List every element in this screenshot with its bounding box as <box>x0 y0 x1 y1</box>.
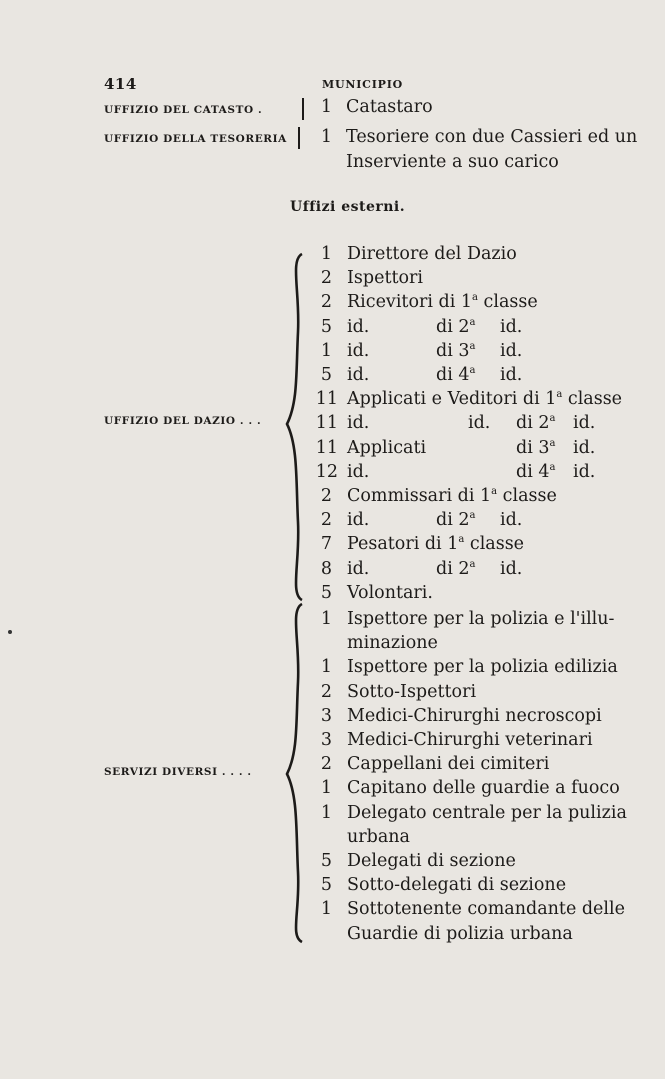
entry-text: Sotto-delegati di sezione <box>347 875 567 896</box>
superscript: a <box>458 534 465 546</box>
entry-text: Ispettore per la polizia e l'illu- <box>347 609 615 629</box>
entry-text: Direttore del Dazio <box>347 244 517 264</box>
entry-id: id. <box>573 461 596 482</box>
entry-text: Catastaro <box>346 97 433 117</box>
entry-text: Sotto-Ispettori <box>347 681 477 702</box>
superscript: a <box>556 389 563 401</box>
entry-text: id. <box>347 558 370 579</box>
entry-class: di 2$^a$ <box>516 413 556 434</box>
curly-brace <box>282 602 306 944</box>
entry-number: 5 <box>320 582 332 603</box>
entry-text: Ispettore per la polizia edilizia <box>347 657 618 678</box>
entry-class: di 2$^a$ <box>436 316 476 337</box>
entry-class: di 2$^a$ <box>436 510 476 531</box>
entry-text: Medici-Chirurghi necroscopi <box>347 705 602 726</box>
entry-number: 1 <box>320 244 332 264</box>
entry-number: 8 <box>320 558 332 579</box>
entry-id: id. <box>500 340 523 361</box>
superscript: a <box>469 340 476 352</box>
entry-number: 5 <box>320 875 332 896</box>
running-title: MUNICIPIO <box>322 78 404 91</box>
entry-text: id. <box>347 365 370 385</box>
separator-bar <box>298 127 300 149</box>
entry-class: di 2$^a$ <box>436 558 476 579</box>
label-catasto: UFFIZIO DEL CATASTO . <box>104 104 263 116</box>
entry-number: 3 <box>320 730 332 750</box>
entry-number: 11 <box>315 437 338 458</box>
entry-text: Pesatori di 1$^a$ classe <box>347 534 525 555</box>
entry-text: Capitano delle guardie a fuoco <box>347 778 620 799</box>
entry-class: di 4$^a$ <box>436 365 476 385</box>
separator-bar <box>302 98 304 120</box>
superscript: a <box>549 437 556 449</box>
entry-number: 1 <box>320 899 332 920</box>
superscript: a <box>549 461 556 473</box>
label-tesoreria: UFFIZIO DELLA TESORERIA <box>104 133 287 145</box>
page-number: 414 <box>104 75 137 93</box>
entry-number: 2 <box>320 681 332 702</box>
entry-class: di 3$^a$ <box>436 340 476 361</box>
entry-text: id. <box>347 461 370 482</box>
entry-text: Sottotenente comandante delle <box>347 899 625 920</box>
entry-text: Inserviente a suo carico <box>346 152 559 172</box>
superscript: a <box>472 292 478 304</box>
superscript: a <box>469 316 476 328</box>
entry-number: 11 <box>315 389 338 410</box>
entry-number: 1 <box>320 609 332 629</box>
superscript: a <box>469 365 476 377</box>
superscript: a <box>491 486 498 498</box>
entry-text: Commissari di 1$^a$ classe <box>347 486 557 506</box>
entry-number: 1 <box>320 802 332 823</box>
entry-text: id. <box>347 340 370 361</box>
entry-number: 2 <box>320 292 332 313</box>
entry-number: 3 <box>320 705 332 726</box>
entry-number: 1 <box>320 97 332 117</box>
entry-text: Applicati <box>347 437 427 458</box>
entry-number: 5 <box>320 851 332 871</box>
entry-text: minazione <box>347 633 438 654</box>
entry-number: 2 <box>320 510 332 531</box>
entry-text: id. <box>347 510 370 531</box>
entry-text: urbana <box>347 826 410 847</box>
entry-number: 1 <box>320 340 332 361</box>
entry-class: di 4$^a$ <box>516 461 556 482</box>
superscript: a <box>549 413 556 425</box>
entry-number: 5 <box>320 316 332 337</box>
section-title: Uffizi esterni. <box>290 199 406 215</box>
entry-text: Tesoriere con due Cassieri ed un <box>346 127 638 147</box>
entry-number: 1 <box>320 127 332 147</box>
entry-number: 1 <box>320 657 332 678</box>
entry-number: 11 <box>315 413 338 434</box>
curly-brace <box>282 252 306 602</box>
entry-text: Applicati e Veditori di 1$^a$ classe <box>347 389 623 410</box>
entry-text: Volontari. <box>347 582 433 603</box>
entry-text: id. <box>347 413 370 434</box>
entry-text: Cappellani dei cimiteri <box>347 754 550 775</box>
entry-id: id. <box>500 365 523 385</box>
entry-number: 12 <box>315 461 338 482</box>
entry-text: id. <box>347 316 370 337</box>
entry-number: 2 <box>320 268 332 289</box>
entry-text: Ricevitori di 1$^a$ classe <box>347 292 538 313</box>
entry-id: id. <box>500 510 523 531</box>
entry-number: 2 <box>320 486 332 506</box>
entry-id: id. <box>573 413 596 434</box>
entry-id: id. <box>500 316 523 337</box>
entry-class: di 3$^a$ <box>516 437 556 458</box>
entry-text: Guardie di polizia urbana <box>347 923 573 944</box>
superscript: a <box>469 510 476 522</box>
ink-speck <box>8 630 12 634</box>
label-dazio: UFFIZIO DEL DAZIO . . . <box>104 415 262 427</box>
entry-number: 1 <box>320 778 332 799</box>
superscript: a <box>469 558 476 570</box>
entry-id: id. <box>573 437 596 458</box>
entry-id: id. <box>500 558 523 579</box>
entry-id: id. <box>468 413 491 434</box>
entry-text: Delegato centrale per la pulizia <box>347 802 627 823</box>
entry-text: Medici-Chirurghi veterinari <box>347 730 593 750</box>
entry-number: 5 <box>320 365 332 385</box>
entry-text: Delegati di sezione <box>347 851 516 871</box>
label-servizi: SERVIZI DIVERSI . . . . <box>104 766 252 778</box>
entry-text: Ispettori <box>347 268 424 289</box>
entry-number: 7 <box>320 534 332 555</box>
entry-number: 2 <box>320 754 332 775</box>
